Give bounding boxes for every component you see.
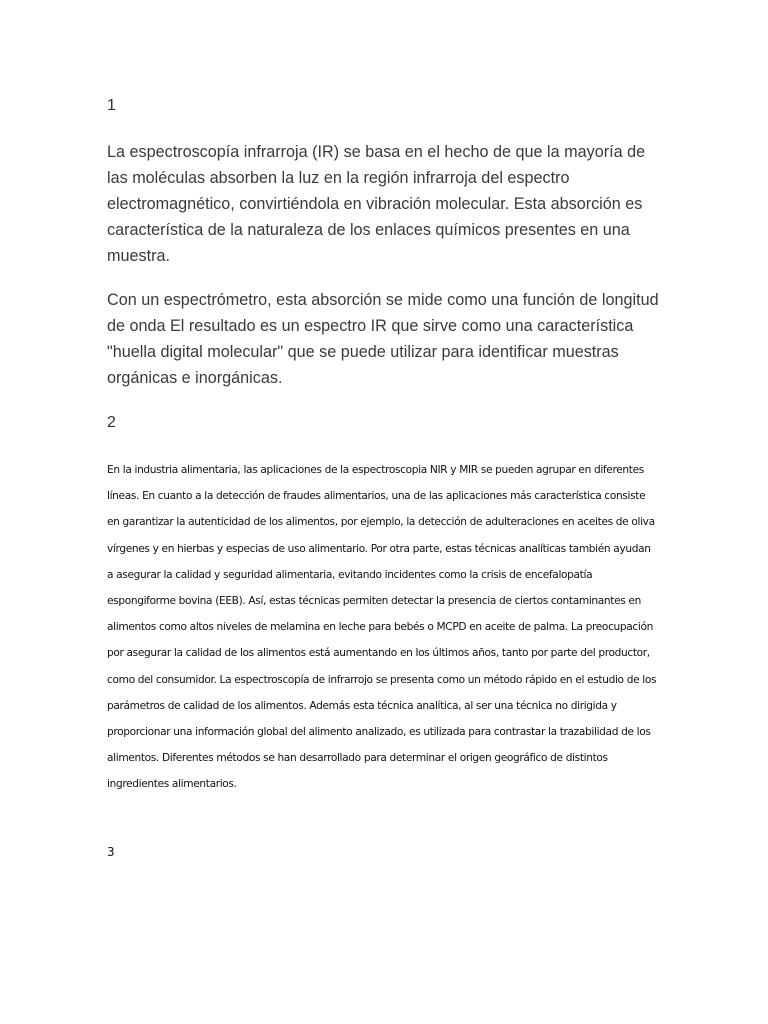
paragraph-spectrometer: Con un espectrómetro, esta absorción se mide como una función de longitud de onda El resultado es un espectro IR que sirve como una característica "huella digital molecular" que se puede utilizar para identificar muestras orgánicas e inorgánicas. (107, 291, 659, 387)
section-number-2: 2 (107, 414, 116, 431)
section-number-3: 3 (107, 845, 115, 859)
section-number-1: 1 (107, 97, 116, 114)
paragraph-ir-basis: La espectroscopía infrarroja (IR) se basa en el hecho de que la mayoría de las moléculas absorben la luz en la región infrarroja del espectro electromagnético, convirtiéndola en vibración molecular. Esta absorción es característica de la naturaleza de los enlaces químicos presentes en una muestra. (107, 143, 646, 265)
paragraph-food-industry: En la industria alimentaria, las aplicaciones de la espectroscopia NIR y MIR se pueden agrupar en diferentes líneas. En cuanto a la detección de fraudes alimentarios, una de las aplicaciones más característica consiste en garantizar la autenticidad de los alimentos, por ejemplo, la detección de adulteraciones en aceites de oliva vírgenes y en hierbas y especias de uso alimentario. Por otra parte, estas técnicas analíticas también ayudan a asegurar la calidad y seguridad alimentaria, evitando incidentes como la crisis de encefalopatía espongiforme bovina (EEB). Así, estas técnicas permiten detectar la presencia de ciertos contaminantes en alimentos como altos niveles de melamina en leche para bebés o MCPD en aceite de palma. La preocupación por asegurar la calidad de los alimentos está aumentando en los últimos años, tanto por parte del productor, como del consumidor. La espectroscopía de infrarrojo se presenta como un método rápido en el estudio de los parámetros de calidad de los alimentos. Además esta técnica analítica, al ser una técnica no dirigida y proporcionar una información global del alimento analizado, es utilizada para contrastar la trazabilidad de los alimentos. Diferentes métodos se han desarrollado para determinar el origen geográfico de distintos ingredientes alimentarios. (107, 464, 657, 791)
